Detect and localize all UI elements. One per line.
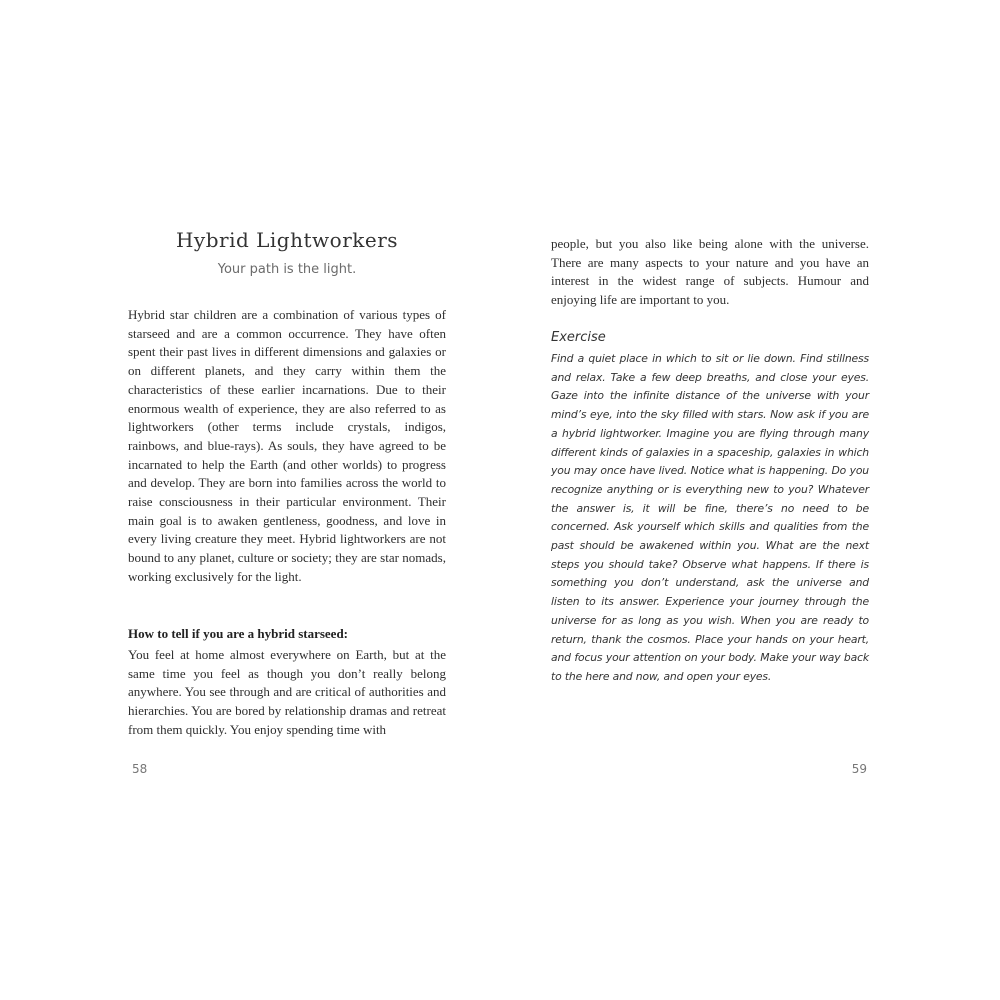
how-to-tell-paragraph: You feel at home almost everywhere on Earth, but at the same time you feel as though you don’t really belong anywhere. You see through and are critical of authorities and hierarchies. You are bored by relationship dramas and retreat from them quickly. You enjoy spending time with [128,647,446,737]
chapter-title: Hybrid Lightworkers [175,228,399,252]
intro-paragraph: Hybrid star children are a combination of various types of starseed and are a common occurrence. They have often spent their past lives in different dimensions and galaxies or on different planets, and they carry within them the characteristics of these earlier incarnations. Due to their enormous wealth of experience, they are also referred to as lightworkers (other terms include crystals, indigos, rainbows, and blue-rays). As souls, they have agreed to be incarnated to help the Earth (and other worlds) to progress and develop. They are born into families across the world to raise consciousness in their particular environment. Their main goal is to awaken gentleness, goodness, and love in every living creature they meet. Hybrid lightworkers are not bound to any planet, culture or society; they are star nomads, working exclusively for the light. [128,307,446,584]
exercise-text: Find a quiet place in which to sit or lie down. Find stillness and relax. Take a few deep breaths, and close your eyes. Gaze into the infinite distance of the universe with your mind’s eye, into the sky filled with stars. Now ask if you are a hybrid lightworker. Imagine you are flying through many different kinds of galaxies in a spaceship, galaxies in which you may once have lived. Notice what is happening. Do you recognize anything or is everything new to you? Whatever the answer is, it will be fine, there’s no need to be concerned. Ask yourself which skills and qualities from the past should be awakened within you. What are the next steps you should take? Observe what happens. If there is something you don’t understand, ask the universe and listen to its answer. Experience your journey through the universe for as long as you wish. When you are ready to return, thank the cosmos. Place your hands on your heart, and focus your attention on your body. Make your way back to the here and now, and open your eyes. [551,352,869,683]
page-number-left: 58 [132,762,148,776]
chapter-subtitle: Your path is the light. [217,262,357,277]
page-number-right: 59 [851,762,867,776]
continued-paragraph: people, but you also like being alone with the universe. There are many aspects to your nature and you have an interest in the widest range of subjects. Humour and enjoying life are important to you. [551,236,869,308]
exercise-heading: Exercise [551,330,606,345]
section-heading-how-to-tell: How to tell if you are a hybrid starseed: [128,626,349,641]
